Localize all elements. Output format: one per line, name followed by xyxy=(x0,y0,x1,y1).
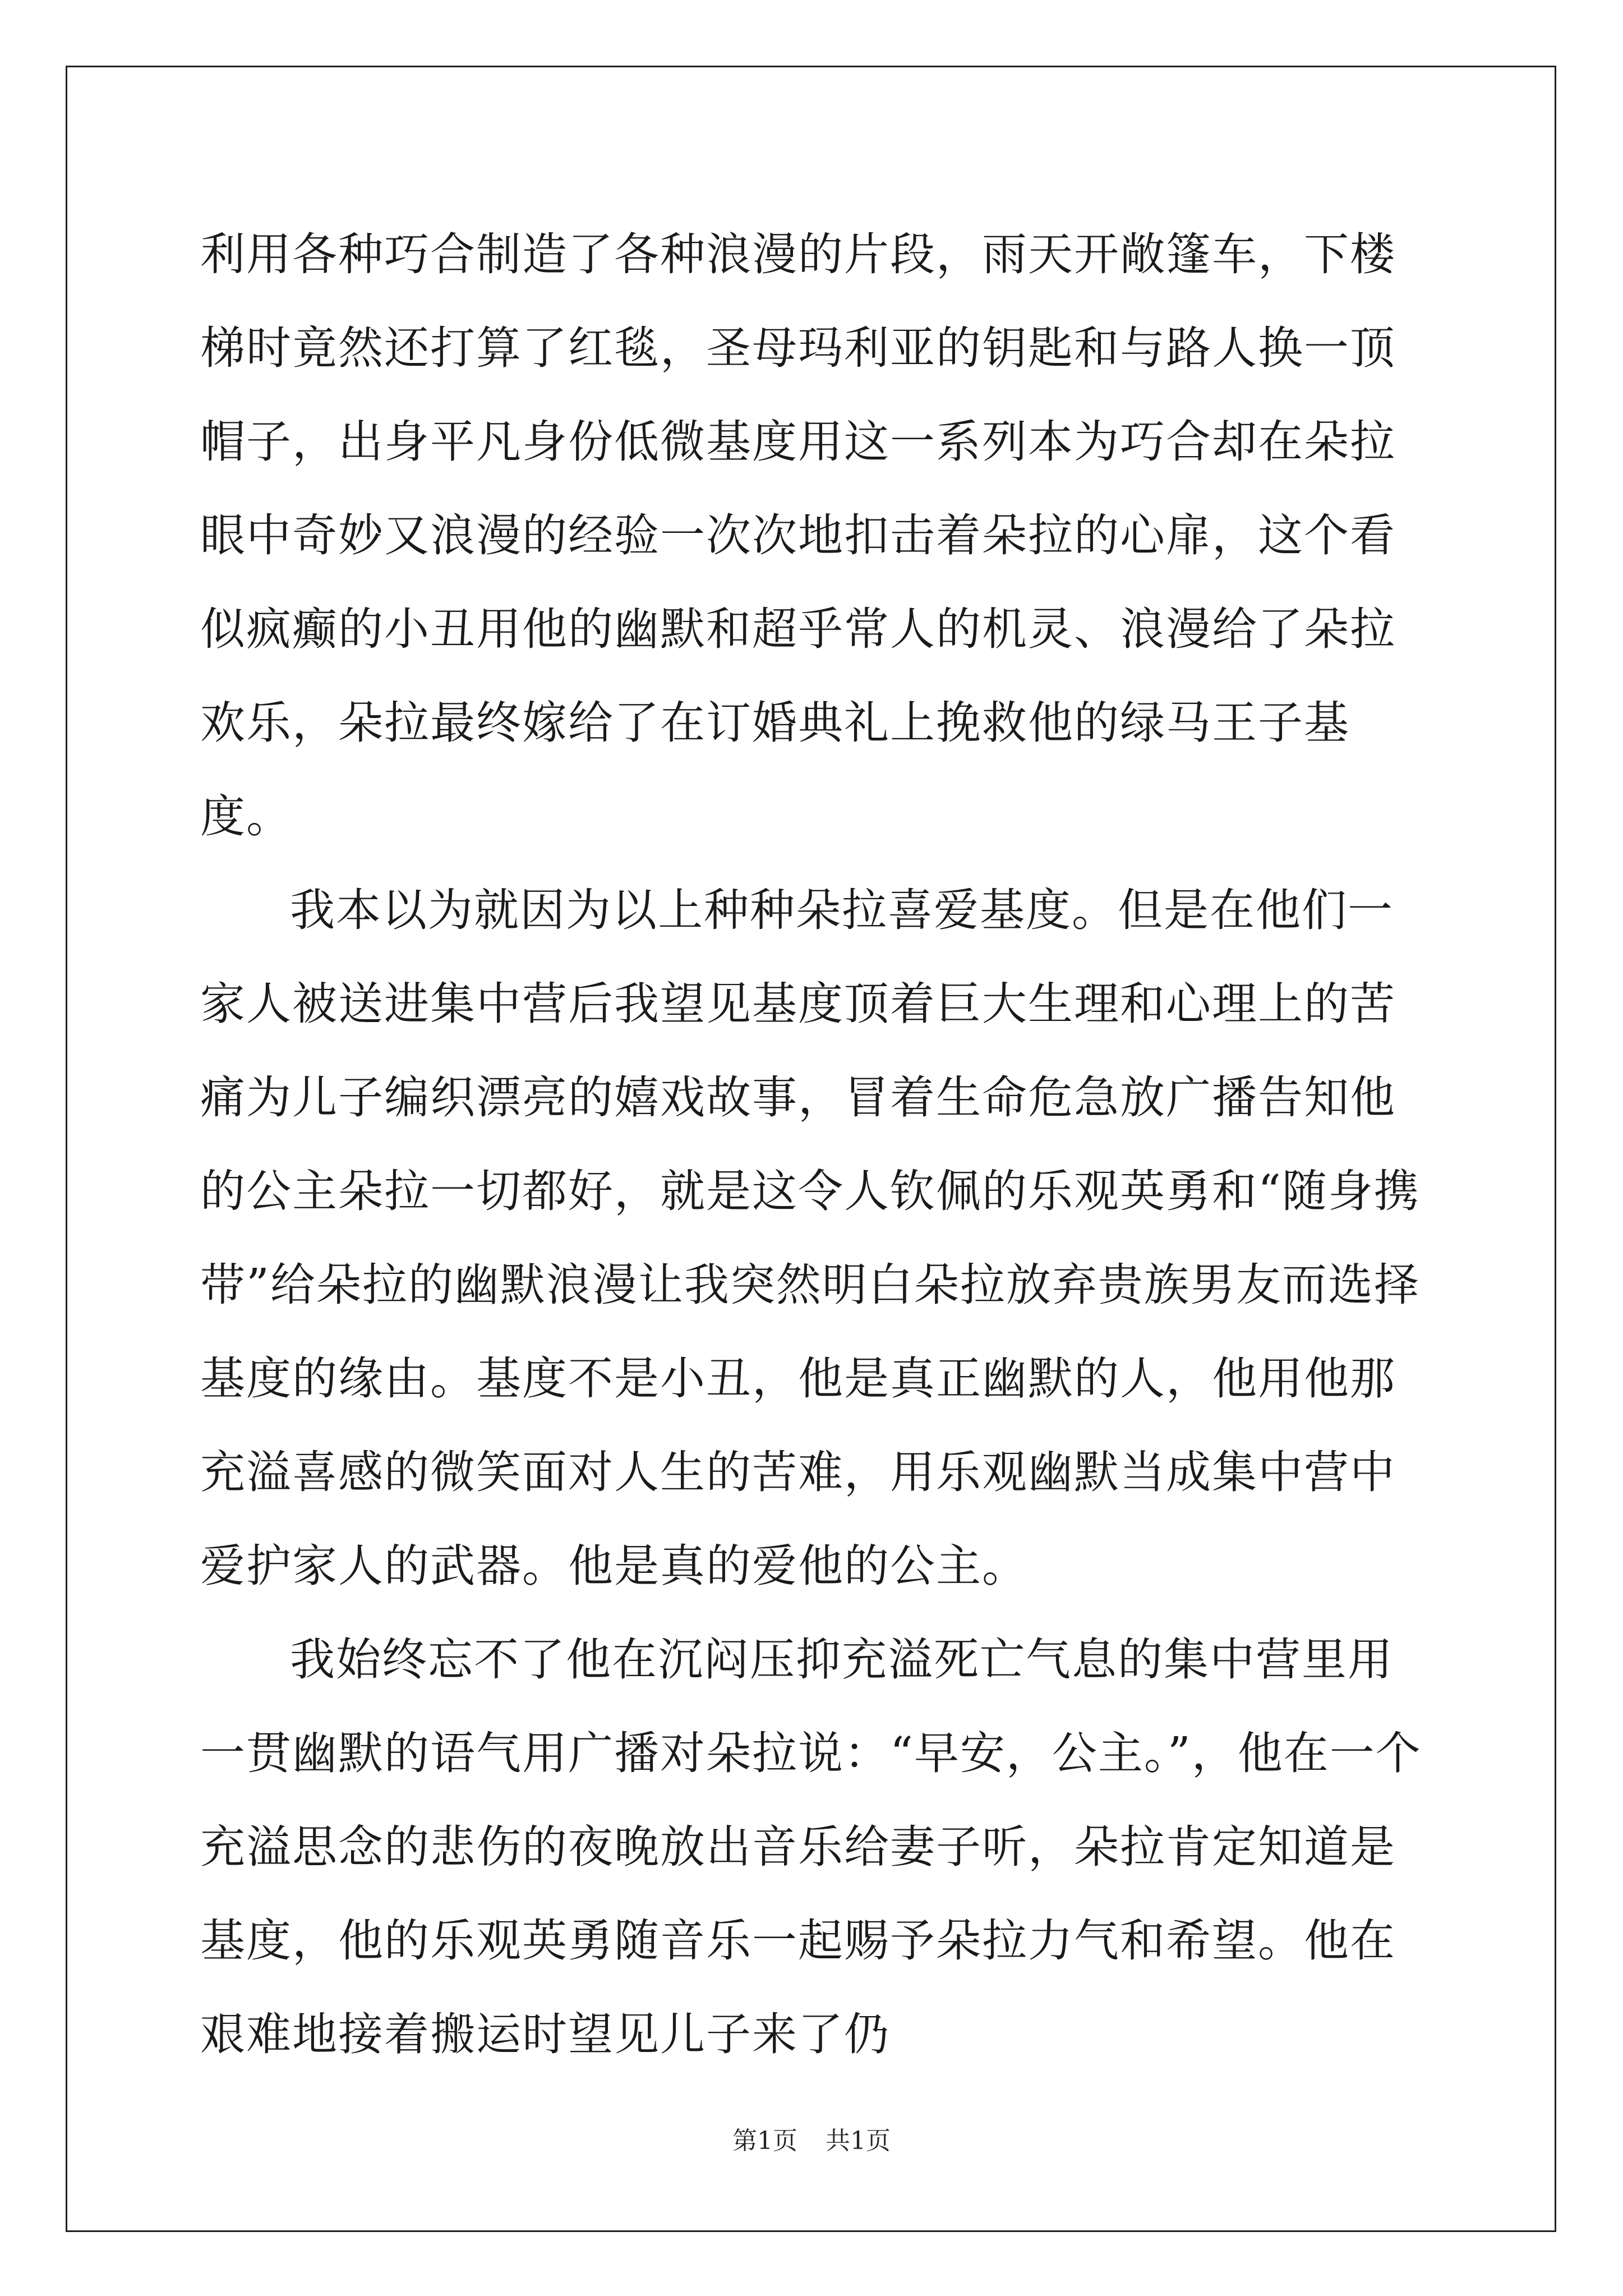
page-number: 第1页 xyxy=(732,2127,797,2155)
page-footer xyxy=(0,2120,1623,2156)
document-body xyxy=(200,208,1434,2081)
page-total: 共1页 xyxy=(826,2127,891,2155)
paragraph-2: 我本以为就因为以上种种朵拉喜爱基度。但是在他们一家人被送进集中营后我望见基度顶着巨大生理和心理上的苦痛为儿子编织漂亮的嬉戏故事，冒着生命危急放广播告知他的公主朵拉一切都好，就是这令人钦佩的乐观英勇和“随身携带”给朵拉的幽默浪漫让我突然明白朵拉放弃贵族男友而选择基度的缘由。基度不是小丑，他是真正幽默的人，他用他那充溢喜感的微笑面对人生的苦难，用乐观幽默当成集中营中爱护家人的武器。他是真的爱他的公主。 xyxy=(200,884,1420,1592)
paragraph-1: 利用各种巧合制造了各种浪漫的片段，雨天开敞篷车，下楼梯时竟然还打算了红毯，圣母玛利亚的钥匙和与路人换一顶帽子，出身平凡身份低微基度用这一系列本为巧合却在朵拉眼中奇妙又浪漫的经验一次次地扣击着朵拉的心扉，这个看似疯癫的小丑用他的幽默和超乎常人的机灵、浪漫给了朵拉欢乐，朵拉最终嫁给了在订婚典礼上挽救他的绿马王子基度。 xyxy=(200,228,1396,843)
paragraph-3: 我始终忘不了他在沉闷压抑充溢死亡气息的集中营里用一贯幽默的语气用广播对朵拉说：“早安，公主。”，他在一个充溢思念的悲伤的夜晚放出音乐给妻子听，朵拉肯定知道是基度，他的乐观英勇随音乐一起赐予朵拉力气和希望。他在艰难地接着搬运时望见儿子来了仍 xyxy=(200,1634,1422,2060)
